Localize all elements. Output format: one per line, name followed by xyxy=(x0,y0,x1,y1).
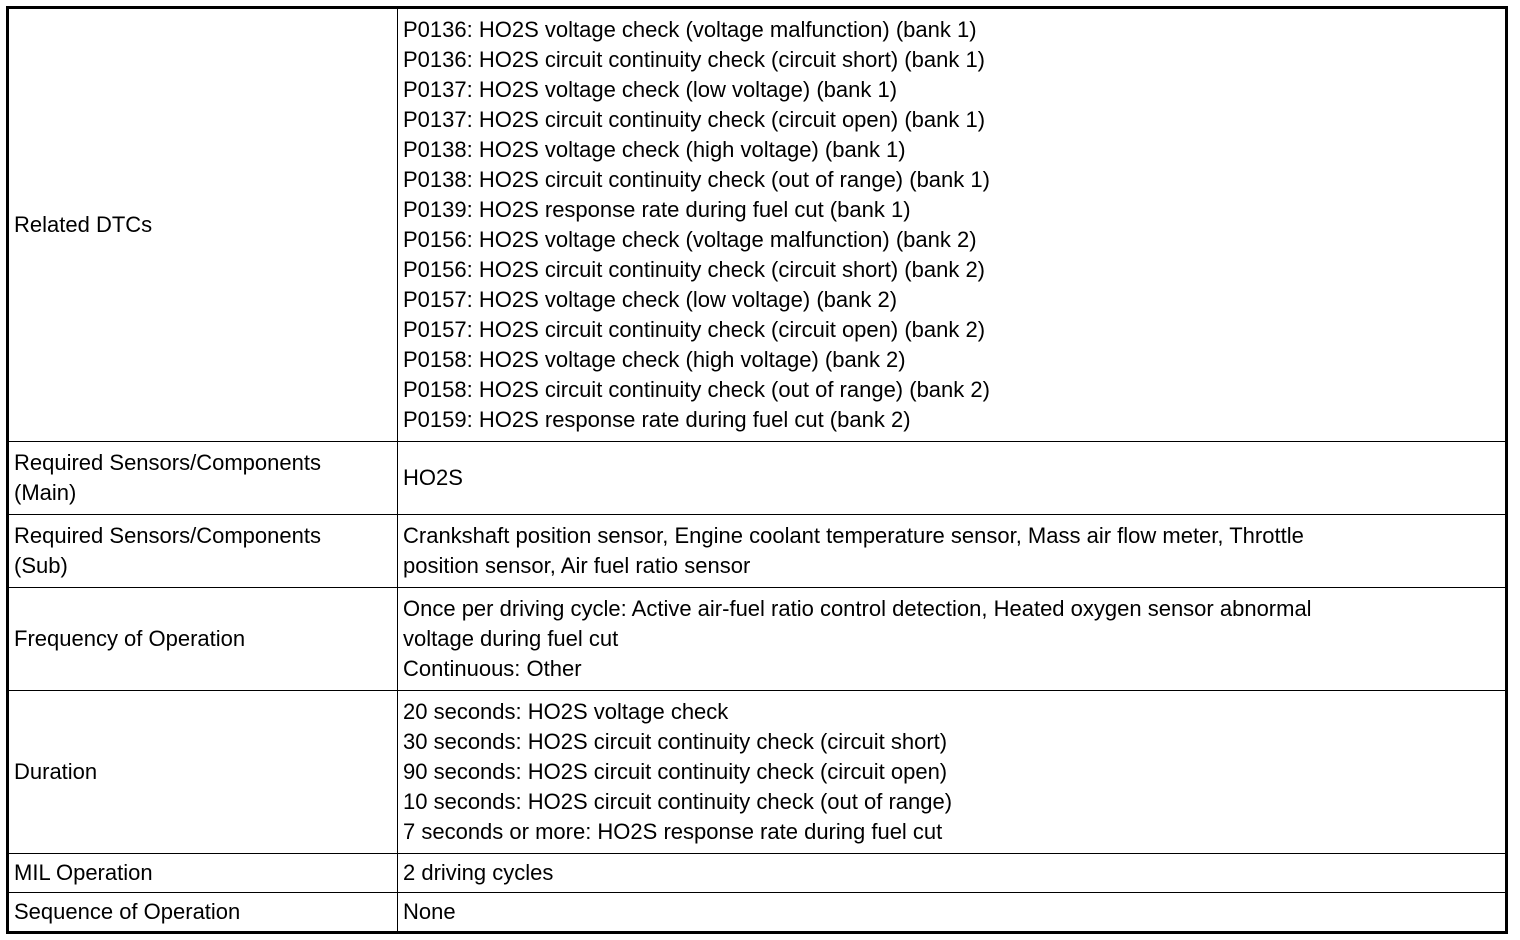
value-line: 30 seconds: HO2S circuit continuity check (circuit short) xyxy=(403,729,948,754)
label-line: Sequence of Operation xyxy=(14,899,241,924)
dtc-line: P0138: HO2S voltage check (high voltage) (bank 1) xyxy=(403,137,906,162)
value-line: 20 seconds: HO2S voltage check xyxy=(403,699,729,724)
row-label xyxy=(8,893,398,933)
row-value xyxy=(398,893,1507,933)
dtc-line: P0157: HO2S circuit continuity check (circuit open) (bank 2) xyxy=(403,317,986,342)
row-label xyxy=(8,691,398,854)
row-label xyxy=(8,854,398,893)
label-line: (Sub) xyxy=(14,553,68,578)
row-label xyxy=(8,588,398,691)
dtc-line: P0137: HO2S circuit continuity check (circuit open) (bank 1) xyxy=(403,107,986,132)
value-line: Once per driving cycle: Active air-fuel ratio control detection, Heated oxygen sensor abnormal xyxy=(403,596,1312,621)
label-line: Duration xyxy=(14,759,98,784)
dtc-line: P0156: HO2S circuit continuity check (circuit short) (bank 2) xyxy=(403,257,986,282)
row-mil-operation xyxy=(8,854,1507,893)
label-line: Frequency of Operation xyxy=(14,626,246,651)
label-line: (Main) xyxy=(14,480,77,505)
row-value xyxy=(398,854,1507,893)
row-sequence-of-operation xyxy=(8,893,1507,933)
row-value xyxy=(398,8,1507,442)
value-line: None xyxy=(403,899,456,924)
value-line: Continuous: Other xyxy=(403,656,582,681)
value-line: 90 seconds: HO2S circuit continuity check (circuit open) xyxy=(403,759,948,784)
label-line: Related DTCs xyxy=(14,212,153,237)
label-line: Required Sensors/Components xyxy=(14,523,321,548)
dtc-line: P0158: HO2S circuit continuity check (out of range) (bank 2) xyxy=(403,377,990,402)
row-label xyxy=(8,8,398,442)
value-line: 10 seconds: HO2S circuit continuity check (out of range) xyxy=(403,789,953,814)
dtc-line: P0159: HO2S response rate during fuel cut (bank 2) xyxy=(403,407,911,432)
value-line: 2 driving cycles xyxy=(403,860,554,885)
dtc-line: P0137: HO2S voltage check (low voltage) (bank 1) xyxy=(403,77,898,102)
label-line: Required Sensors/Components xyxy=(14,450,321,475)
row-value xyxy=(398,515,1507,588)
dtc-line: P0136: HO2S circuit continuity check (circuit short) (bank 1) xyxy=(403,47,986,72)
value-line: Crankshaft position sensor, Engine coolant temperature sensor, Mass air flow meter, Throttle xyxy=(403,523,1304,548)
value-line: voltage during fuel cut xyxy=(403,626,619,651)
row-label xyxy=(8,515,398,588)
row-value xyxy=(398,588,1507,691)
row-related-dtcs xyxy=(8,8,1507,442)
dtc-line: P0156: HO2S voltage check (voltage malfunction) (bank 2) xyxy=(403,227,977,252)
row-duration xyxy=(8,691,1507,854)
label-line: MIL Operation xyxy=(14,860,153,885)
row-required-main xyxy=(8,442,1507,515)
dtc-line: P0138: HO2S circuit continuity check (out of range) (bank 1) xyxy=(403,167,990,192)
dtc-line: P0158: HO2S voltage check (high voltage) (bank 2) xyxy=(403,347,906,372)
monitor-spec-table xyxy=(6,6,1508,934)
value-line: 7 seconds or more: HO2S response rate during fuel cut xyxy=(403,819,943,844)
row-label xyxy=(8,442,398,515)
dtc-line: P0136: HO2S voltage check (voltage malfunction) (bank 1) xyxy=(403,17,977,42)
value-line: HO2S xyxy=(403,465,463,490)
dtc-line: P0139: HO2S response rate during fuel cut (bank 1) xyxy=(403,197,911,222)
dtc-line: P0157: HO2S voltage check (low voltage) (bank 2) xyxy=(403,287,898,312)
row-value xyxy=(398,442,1507,515)
row-required-sub xyxy=(8,515,1507,588)
row-frequency xyxy=(8,588,1507,691)
row-value xyxy=(398,691,1507,854)
value-line: position sensor, Air fuel ratio sensor xyxy=(403,553,751,578)
